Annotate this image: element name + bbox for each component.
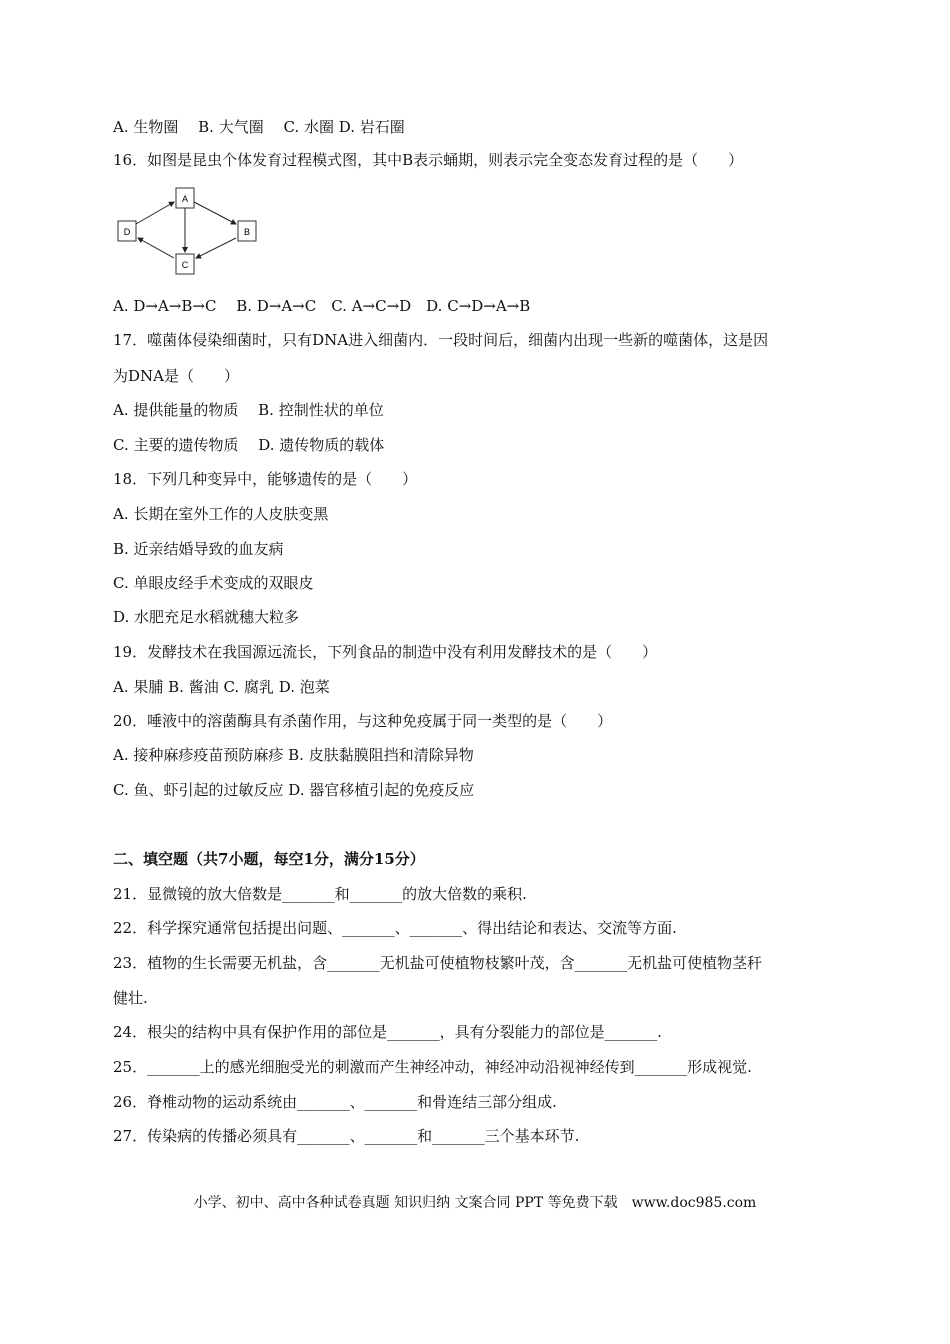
q22: 22．科学探究通常包括提出问题、_______、_______、得出结论和表达、交流等方面. xyxy=(113,919,677,937)
q20-options-2: C. 鱼、虾引起的过敏反应 D. 器官移植引起的免疫反应 xyxy=(113,781,475,799)
q18-stem: 18．下列几种变异中，能够遗传的是（ ） xyxy=(113,470,418,488)
q19-options: A. 果脯 B. 酱油 C. 腐乳 D. 泡菜 xyxy=(113,678,330,696)
q18-option-b: B. 近亲结婚导致的血友病 xyxy=(113,540,284,558)
stage-b-label: B xyxy=(243,227,251,237)
q18-option-c: C. 单眼皮经手术变成的双眼皮 xyxy=(113,574,314,592)
arrow-b-to-c xyxy=(196,238,236,258)
q25: 25．_______上的感光细胞受光的刺激而产生神经冲动，神经冲动沿视神经传到_______形成视觉. xyxy=(113,1058,752,1076)
q18-option-d: D. 水肥充足水稻就穗大粒多 xyxy=(113,608,300,626)
q24: 24．根尖的结构中具有保护作用的部位是_______，具有分裂能力的部位是_______. xyxy=(113,1023,662,1041)
q19-stem: 19．发酵技术在我国源远流长，下列食品的制造中没有利用发酵技术的是（ ） xyxy=(113,643,658,661)
q26: 26．脊椎动物的运动系统由_______、_______和骨连结三部分组成. xyxy=(113,1093,557,1111)
q17-stem-2: 为DNA是（ ） xyxy=(113,367,239,385)
q23-line-2: 健壮. xyxy=(113,989,148,1007)
stage-c-label: C xyxy=(181,260,189,270)
arrow-a-to-b xyxy=(194,202,236,224)
section-title: 二、填空题（共7小题，每空1分，满分15分） xyxy=(113,850,425,868)
q17-options-2: C. 主要的遗传物质 D. 遗传物质的载体 xyxy=(113,436,385,454)
q15-options: A. 生物圈 B. 大气圈 C. 水圈 D. 岩石圈 xyxy=(113,118,405,136)
q17-stem-1: 17．噬菌体侵染细菌时，只有DNA进入细菌内．一段时间后，细菌内出现一些新的噬菌体，这是因 xyxy=(113,331,769,349)
q18-option-a: A. 长期在室外工作的人皮肤变黑 xyxy=(113,505,329,523)
page-footer: 小学、初中、高中各种试卷真题 知识归纳 文案合同 PPT 等免费下载 www.doc985.com xyxy=(193,1195,757,1211)
q27: 27．传染病的传播必须具有_______、_______和_______三个基本环节. xyxy=(113,1127,580,1145)
q16-options: A. D→A→B→C B. D→A→C C. A→C→D D. C→D→A→B xyxy=(113,297,531,315)
q17-options-1: A. 提供能量的物质 B. 控制性状的单位 xyxy=(113,401,384,419)
stage-d-label: D xyxy=(123,227,131,237)
q20-stem: 20．唾液中的溶菌酶具有杀菌作用，与这种免疫属于同一类型的是（ ） xyxy=(113,712,613,730)
q16-stem: 16．如图是昆虫个体发育过程模式图，其中B表示蛹期，则表示完全变态发育过程的是（ ） xyxy=(113,151,744,169)
arrow-d-to-a xyxy=(136,202,174,224)
arrow-c-to-d xyxy=(138,238,174,258)
stage-a-label: A xyxy=(181,194,189,204)
insect-development-diagram xyxy=(113,186,263,276)
q20-options-1: A. 接种麻疹疫苗预防麻疹 B. 皮肤黏膜阻挡和清除异物 xyxy=(113,746,474,764)
q21: 21．显微镜的放大倍数是_______和_______的放大倍数的乘积. xyxy=(113,885,527,903)
q23-line-1: 23．植物的生长需要无机盐，含_______无机盐可使植物枝繁叶茂，含_______无机盐可使植物茎秆 xyxy=(113,954,763,972)
